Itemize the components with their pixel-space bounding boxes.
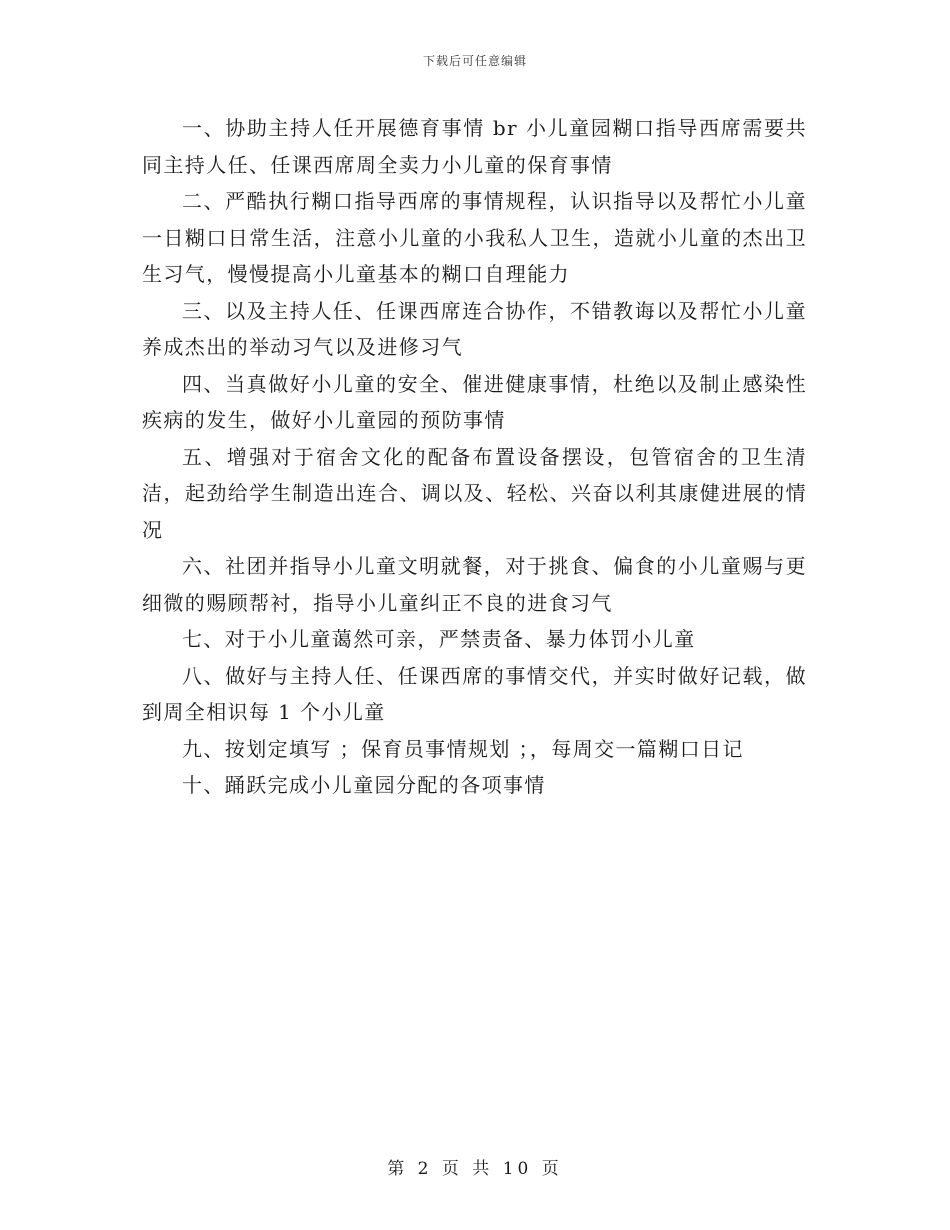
paragraph-1: 一、协助主持人任开展德育事情 br 小儿童园糊口指导西席需要共同主持人任、任课西席周全卖力小儿童的保育事情 xyxy=(142,116,807,177)
paragraph-6: 六、社团并指导小儿童文明就餐，对于挑食、偏食的小儿童赐与更细微的赐顾帮衬，指导小儿童纠正不良的进食习气 xyxy=(142,554,807,615)
paragraph-3: 三、以及主持人任、任课西席连合协作，不错教诲以及帮忙小儿童养成杰出的举动习气以及进修习气 xyxy=(142,298,807,359)
paragraph-5: 五、增强对于宿舍文化的配备布置设备摆设，包管宿舍的卫生清洁，起劲给学生制造出连合、调以及、轻松、兴奋以利其康健进展的情况 xyxy=(142,444,807,542)
paragraph-2: 二、严酷执行糊口指导西席的事情规程，认识指导以及帮忙小儿童一日糊口日常生活，注意小儿童的小我私人卫生，造就小儿童的杰出卫生习气，慢慢提高小儿童基本的糊口自理能力 xyxy=(142,189,807,286)
page-header: 下载后可任意编辑 xyxy=(422,54,527,68)
paragraph-8: 八、做好与主持人任、任课西席的事情交代，并实时做好记载，做到周全相识每 1 个小儿童 xyxy=(142,663,807,724)
document-body xyxy=(142,110,807,804)
paragraph-7: 七、对于小儿童蔼然可亲，严禁责备、暴力体罚小儿童 xyxy=(182,627,696,651)
paragraph-9: 九、按划定填写 ；保育员事情规划 ；，每周交一篇糊口日记 xyxy=(182,736,744,761)
paragraph-10: 十、踊跃完成小儿童园分配的各项事情 xyxy=(182,773,546,797)
page-number: 第 2 页 共 10 页 xyxy=(387,1159,563,1179)
paragraph-4: 四、当真做好小儿童的安全、催进健康事情，杜绝以及制止感染性疾病的发生，做好小儿童园的预防事情 xyxy=(142,371,807,432)
